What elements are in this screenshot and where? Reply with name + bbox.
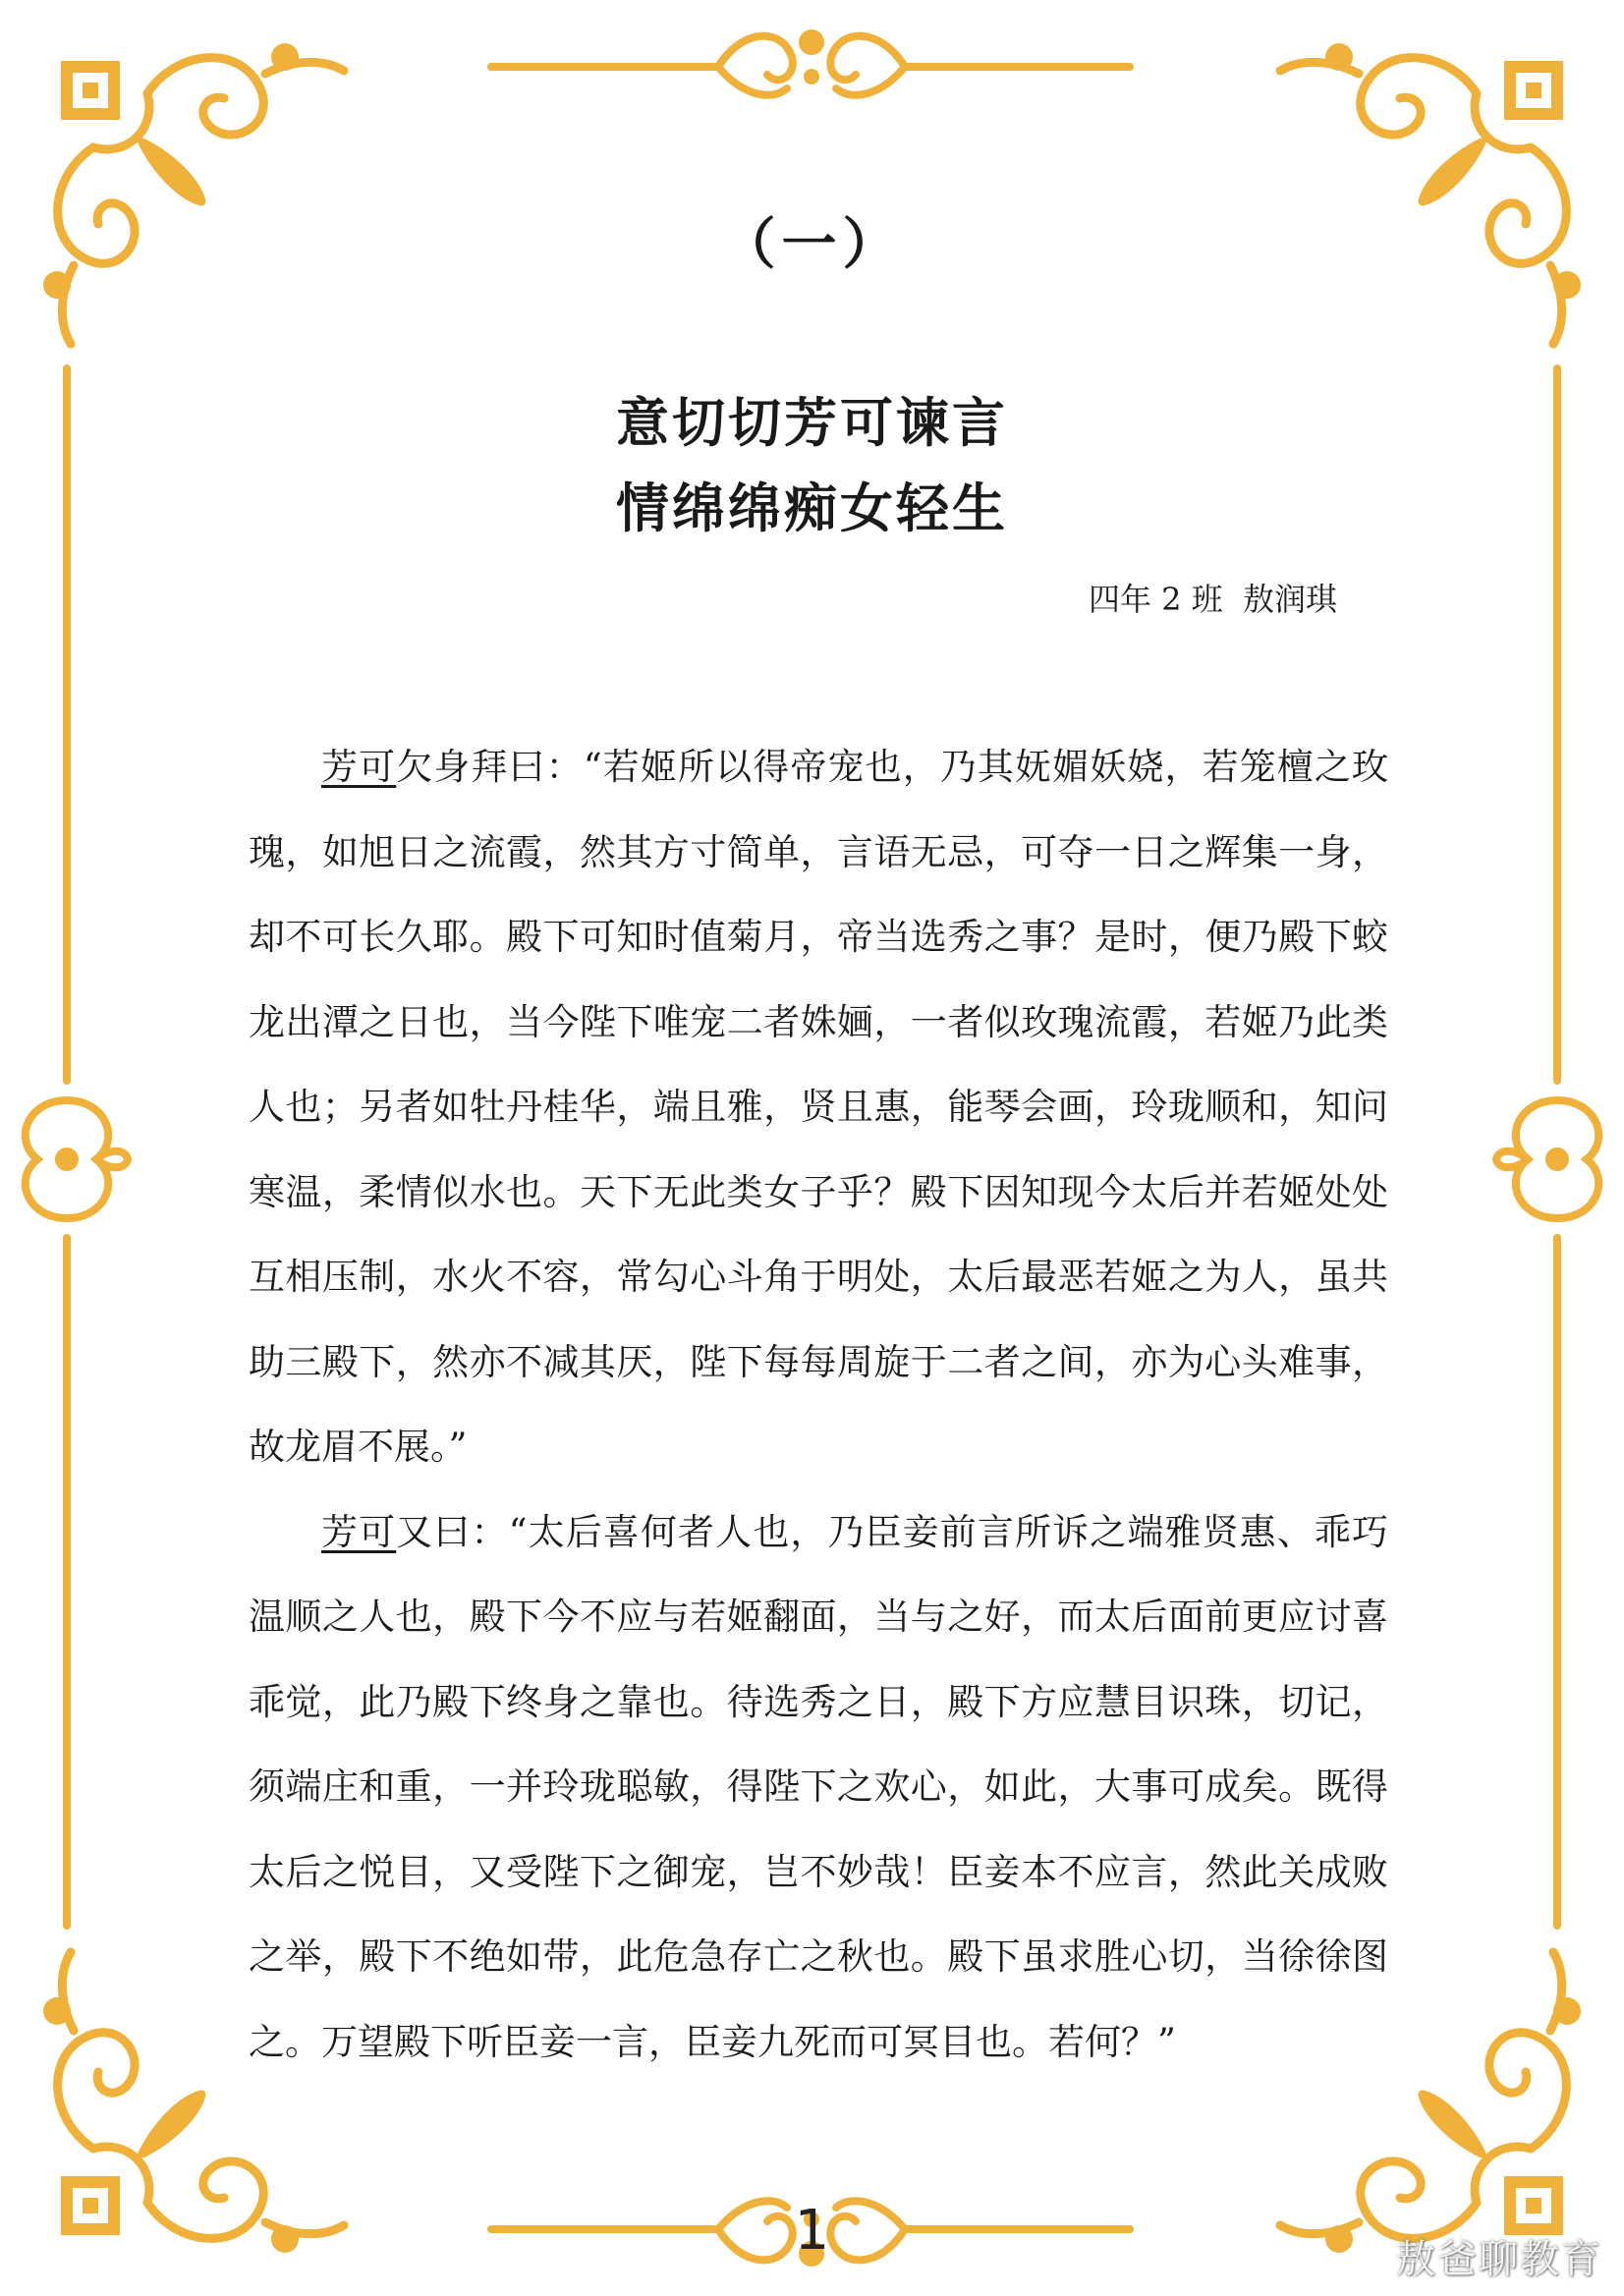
page-number: 1 (794, 2199, 830, 2263)
article-body (249, 725, 1388, 2085)
title-line-2: 情绵绵痴女轻生 (616, 476, 1008, 539)
paragraph (249, 725, 1388, 1490)
speaker-name: 芳可 (321, 746, 397, 788)
speaker-name: 芳可 (321, 1510, 397, 1553)
section-number: （一） (720, 212, 904, 277)
author-byline: 四年 2 班 敖润琪 (1089, 581, 1338, 618)
paragraph-text: 又曰：“太后喜何者人也，乃臣妾前言所诉之端雅贤惠、乖巧温顺之人也，殿下今不应与若姬翻面，当与之好，而太后面前更应讨喜乖觉，此乃殿下终身之靠也。待选秀之日，殿下方应慧目识珠，切记，须端庄和重，一并玲珑聪敏，得陛下之欢心，如此，大事可成矣。既得太后之悦目，又受陛下之御宠，岂不妙哉！臣妾本不应言，然此关成败之举，殿下不绝如带，此危急存亡之秋也。殿下虽求胜心切，当徐徐图之。万望殿下听臣妾一言，臣妾九死而可冥目也。若何？” (249, 1510, 1389, 2063)
paragraph (249, 1490, 1388, 2086)
title-line-1: 意切切芳可谏言 (616, 391, 1008, 454)
watermark: 敖爸聊教育 (1396, 2237, 1602, 2282)
paragraph-text: 欠身拜曰：“若姬所以得帝宠也，乃其妩媚妖娆，若笼檀之玫瑰，如旭日之流霞，然其方寸简单，言语无忌，可夺一日之辉集一身，却不可长久耶。殿下可知时值菊月，帝当选秀之事？是时，便乃殿下蛟龙出潭之日也，当今陛下唯宠二者姝婳，一者似玫瑰流霞，若姬乃此类人也；另者如牡丹桂华，端且雅，贤且惠，能琴会画，玲珑顺和，知问寒温，柔情似水也。天下无此类女子乎？殿下因知现今太后并若姬处处互相压制，水火不容，常勾心斗角于明处，太后最恶若姬之为人，虽共助三殿下，然亦不减其厌，陛下每每周旋于二者之间，亦为心头难事，故龙眉不展。” (249, 746, 1389, 1468)
